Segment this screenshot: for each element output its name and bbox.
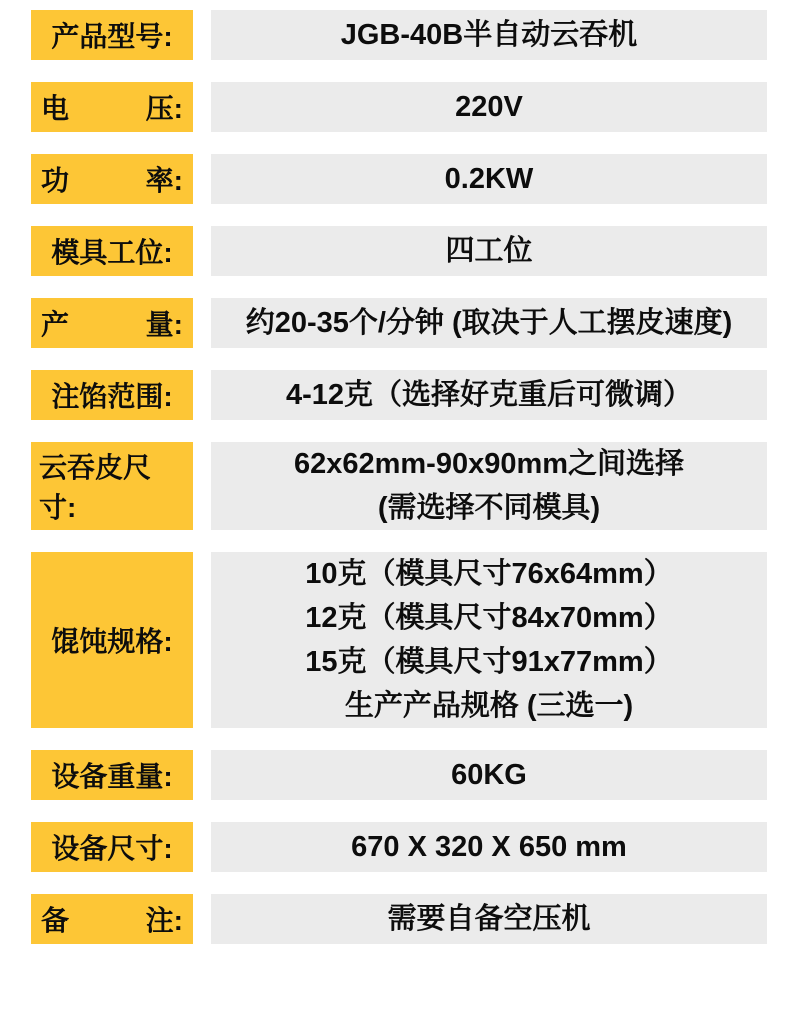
spec-table bbox=[31, 10, 767, 944]
spec-row-filling-range bbox=[31, 370, 767, 420]
spec-row-wonton-spec bbox=[31, 552, 767, 728]
spec-label-filling-range bbox=[31, 370, 193, 420]
spec-label-weight bbox=[31, 750, 193, 800]
spec-value-text: 需要自备空压机 bbox=[387, 903, 591, 935]
spec-label-text: 设备尺寸: bbox=[51, 833, 173, 864]
spec-value-text: 四工位 bbox=[445, 235, 533, 267]
spec-value-text: 约20-35个/分钟 (取决于人工摆皮速度) bbox=[245, 307, 733, 339]
spec-label-dimensions bbox=[31, 822, 193, 872]
spec-value-text: 60KG bbox=[451, 759, 527, 791]
spec-value-text: 12克（模具尺寸84x70mm） bbox=[305, 602, 673, 634]
spec-row-remark bbox=[31, 894, 767, 944]
spec-row-wrapper-size bbox=[31, 442, 767, 530]
spec-label-voltage bbox=[31, 82, 193, 132]
spec-label-mold-stations bbox=[31, 226, 193, 276]
spec-row-weight bbox=[31, 750, 767, 800]
spec-label-text: 率: bbox=[145, 165, 183, 196]
spec-label-text: 备 bbox=[41, 905, 70, 936]
spec-value-wonton-spec bbox=[211, 552, 767, 728]
spec-value-text: 10克（模具尺寸76x64mm） bbox=[305, 558, 673, 590]
spec-value-text: 220V bbox=[455, 91, 523, 123]
spec-label-power bbox=[31, 154, 193, 204]
spec-value-filling-range bbox=[211, 370, 767, 420]
spec-value-output bbox=[211, 298, 767, 348]
spec-row-output bbox=[31, 298, 767, 348]
spec-value-weight bbox=[211, 750, 767, 800]
spec-value-text: 670 X 320 X 650 mm bbox=[351, 831, 627, 863]
spec-value-text: 生产产品规格 (三选一) bbox=[344, 690, 634, 722]
spec-value-voltage bbox=[211, 82, 767, 132]
spec-row-voltage bbox=[31, 82, 767, 132]
spec-label-product-model bbox=[31, 10, 193, 60]
spec-label-wonton-spec bbox=[31, 552, 193, 728]
spec-label-wrapper-size bbox=[31, 442, 193, 530]
spec-value-text: 62x62mm-90x90mm之间选择 bbox=[293, 448, 685, 480]
spec-value-text: JGB-40B半自动云吞机 bbox=[340, 19, 638, 51]
spec-label-text: 产品型号: bbox=[51, 21, 173, 52]
spec-label-text: 云吞皮尺寸: bbox=[39, 452, 152, 523]
spec-value-text: 0.2KW bbox=[444, 163, 534, 195]
spec-label-text: 功 bbox=[41, 165, 70, 196]
spec-value-text: 4-12克（选择好克重后可微调） bbox=[285, 379, 693, 411]
spec-label-text: 注馅范围: bbox=[51, 381, 173, 412]
spec-row-product-model bbox=[31, 10, 767, 60]
spec-label-text: 压: bbox=[145, 93, 183, 124]
spec-row-mold-stations bbox=[31, 226, 767, 276]
spec-value-dimensions bbox=[211, 822, 767, 872]
spec-value-power bbox=[211, 154, 767, 204]
spec-label-text: 电 bbox=[41, 93, 70, 124]
spec-value-text: 15克（模具尺寸91x77mm） bbox=[305, 646, 673, 678]
spec-value-wrapper-size bbox=[211, 442, 767, 530]
spec-row-power bbox=[31, 154, 767, 204]
spec-value-text: (需选择不同模具) bbox=[377, 492, 601, 524]
spec-label-text: 馄饨规格: bbox=[51, 626, 173, 657]
spec-label-text: 设备重量: bbox=[51, 761, 173, 792]
spec-label-text: 注: bbox=[145, 905, 183, 936]
spec-label-text: 模具工位: bbox=[51, 237, 173, 268]
spec-row-dimensions bbox=[31, 822, 767, 872]
spec-value-product-model bbox=[211, 10, 767, 60]
spec-value-mold-stations bbox=[211, 226, 767, 276]
spec-value-remark bbox=[211, 894, 767, 944]
spec-label-text: 量: bbox=[145, 309, 183, 340]
spec-label-text: 产 bbox=[41, 309, 70, 340]
spec-label-remark bbox=[31, 894, 193, 944]
spec-label-output bbox=[31, 298, 193, 348]
